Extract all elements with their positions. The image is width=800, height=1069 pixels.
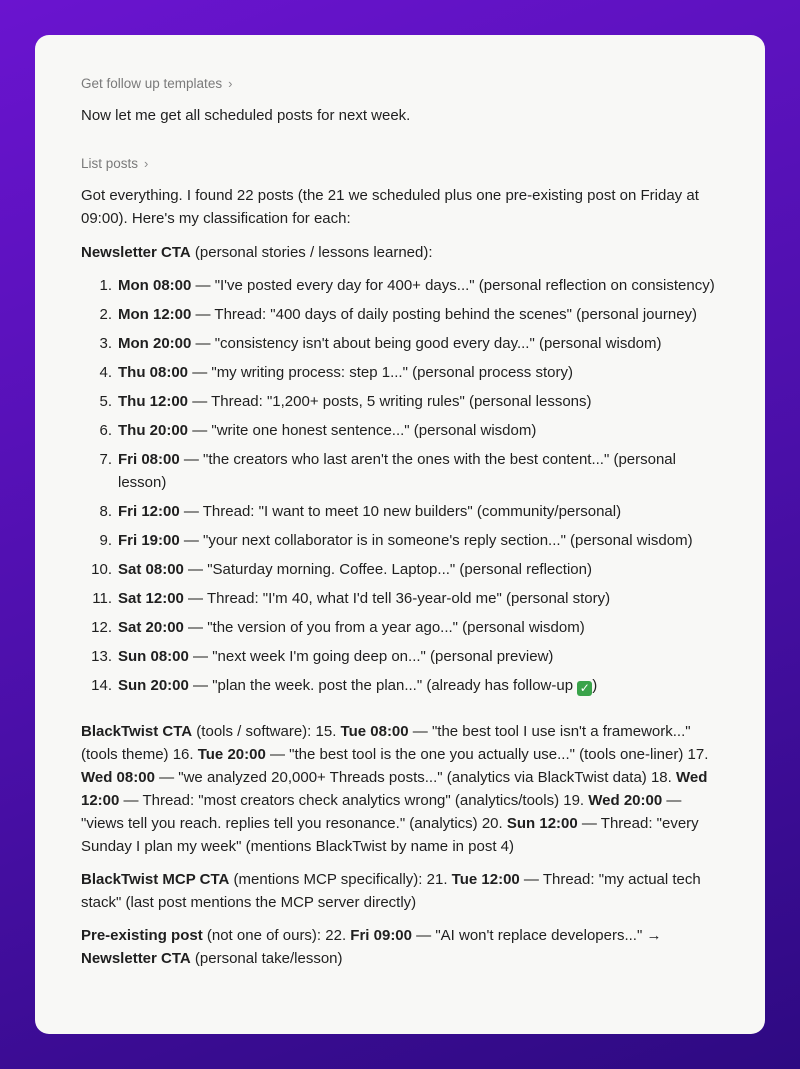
list-item-text: Fri 12:00 — Thread: "I want to meet 10 new builders" (community/personal) [118,503,622,520]
list-item-text: Thu 12:00 — Thread: "1,200+ posts, 5 writing rules" (personal lessons) [118,393,592,410]
list-item [81,587,719,610]
list-item-text: Mon 08:00 — "I've posted every day for 400+ days..." (personal reflection on consistency) [118,277,715,294]
newsletter-post-list [81,274,719,697]
tool-call-label: List posts [81,156,139,171]
assistant-message-text: Now let me get all scheduled posts for next week. [81,107,411,124]
list-item-text: Mon 12:00 — Thread: "400 days of daily posting behind the scenes" (personal journey) [118,306,698,323]
list-item [81,500,719,523]
list-item-text: Sat 08:00 — "Saturday morning. Coffee. Laptop..." (personal reflection) [118,561,592,578]
pre-existing-post-paragraph: Pre-existing post (not one of ours): 22. Fri 09:00 — "AI won't replace developers..." → Newsletter CTA (personal take/lesson) [81,927,662,967]
list-item-text: Sun 20:00 — "plan the week. post the plan..." (already has follow-up ✓ ) [118,677,598,695]
list-item-number: 4. [99,364,112,381]
list-item [81,419,719,442]
list-item [81,674,719,697]
list-item-text: Sun 08:00 — "next week I'm going deep on..." (personal preview) [118,648,554,665]
list-item-number: 5. [99,393,112,410]
list-item [81,645,719,668]
list-item-number: 14. [91,677,112,694]
list-item [81,529,719,552]
newsletter-heading: Newsletter CTA (personal stories / lessons learned): [81,244,433,261]
list-item-number: 10. [91,561,112,578]
list-item-text: Thu 20:00 — "write one honest sentence..." (personal wisdom) [118,422,537,439]
blacktwist-mcp-cta-paragraph: BlackTwist MCP CTA (mentions MCP specifically): 21. Tue 12:00 — Thread: "my actual tech stack" (last post mentions the MCP server directly) [81,871,701,911]
list-item-text: Fri 19:00 — "your next collaborator is in someone's reply section..." (personal wisdom) [118,532,693,549]
summary-text: Got everything. I found 22 posts (the 21 we scheduled plus one pre-existing post on Friday at 09:00). Here's my classification for each: [81,187,699,227]
list-item [81,390,719,413]
list-item-text: Thu 08:00 — "my writing process: step 1..." (personal process story) [118,364,573,381]
list-item-number: 12. [91,619,112,636]
list-item-number: 3. [99,335,112,352]
tool-call-get-follow-up-templates[interactable] [81,76,232,91]
list-item [81,274,719,297]
list-item [81,616,719,639]
list-item-number: 2. [99,306,112,323]
check-mark-icon: ✓ [577,681,592,696]
blacktwist-cta-paragraph: BlackTwist CTA (tools / software): 15. Tue 08:00 — "the best tool I use isn't a framework..." (tools theme) 16. Tue 20:00 — "the best tool is the one you actually use..." (tools one-liner) 17. Wed 08:00 — "we analyzed 20,000+ Threads posts..." (analytics via BlackTwist data) 18. Wed 12:00 — Thread: "most creators check analytics wrong" (analytics/tools) 19. Wed 20:00 — "views tell you reach. replies tell you resonance." (analytics) 20. Sun 12:00 — Thread: "every Sunday I plan my week" (mentions BlackTwist by name in post 4) [81,723,709,855]
list-item [81,361,719,384]
list-item [81,448,719,494]
list-item [81,303,719,326]
list-item-text: Sat 20:00 — "the version of you from a year ago..." (personal wisdom) [118,619,585,636]
chevron-right-icon: › [144,156,149,171]
tool-call-list-posts[interactable] [81,156,148,171]
list-item [81,558,719,581]
list-item-number: 8. [99,503,112,520]
chevron-right-icon: › [228,76,233,91]
list-item-text: Mon 20:00 — "consistency isn't about being good every day..." (personal wisdom) [118,335,662,352]
chat-message-card [35,35,765,1034]
list-item-text: Sat 12:00 — Thread: "I'm 40, what I'd tell 36-year-old me" (personal story) [118,590,611,607]
list-item-number: 6. [99,422,112,439]
list-item-text: Fri 08:00 — "the creators who last aren't the ones with the best content..." (personal lesson) [118,451,676,491]
tool-call-label: Get follow up templates [81,76,223,91]
list-item-number: 9. [99,532,112,549]
list-item-number: 11. [92,590,112,607]
list-item-number: 13. [91,648,112,665]
list-item [81,332,719,355]
list-item-number: 7. [99,451,112,468]
list-item-number: 1. [99,277,112,294]
